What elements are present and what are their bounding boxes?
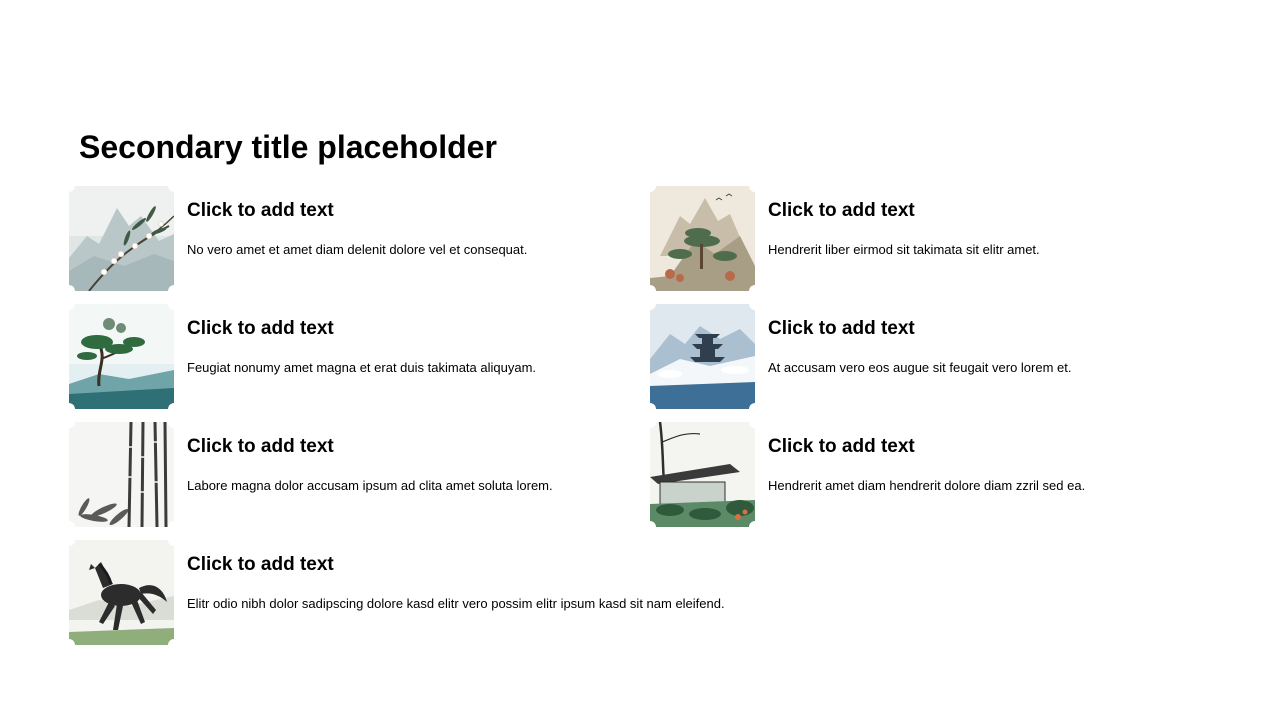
item-title[interactable]: Click to add text (768, 200, 915, 221)
list-item (69, 186, 629, 291)
hut-painting (650, 422, 755, 527)
list-item (69, 422, 629, 527)
item-title[interactable]: Click to add text (187, 554, 334, 575)
bamboo-forest-painting (69, 422, 174, 527)
page-title: Secondary title placeholder (79, 129, 497, 165)
item-title[interactable]: Click to add text (768, 436, 915, 457)
item-description[interactable]: Hendrerit liber eirmod sit takimata sit elitr amet. (768, 242, 1040, 257)
bamboo-branch-mountain-painting (69, 186, 174, 291)
item-title[interactable]: Click to add text (187, 436, 334, 457)
horse-painting (69, 540, 174, 645)
item-description[interactable]: Labore magna dolor accusam ipsum ad clita amet soluta lorem. (187, 478, 553, 493)
item-title[interactable]: Click to add text (768, 318, 915, 339)
list-item (69, 304, 629, 409)
item-title[interactable]: Click to add text (187, 318, 334, 339)
list-item (69, 540, 829, 645)
item-description[interactable]: Feugiat nonumy amet magna et erat duis takimata aliquyam. (187, 360, 537, 375)
tree-lake-painting (69, 304, 174, 409)
item-description[interactable]: At accusam vero eos augue sit feugait vero lorem et. (768, 360, 1072, 375)
pine-mountain-painting (650, 186, 755, 291)
item-description[interactable]: No vero amet et amet diam delenit dolore vel et consequat. (187, 242, 528, 257)
list-item (650, 422, 1210, 527)
item-title[interactable]: Click to add text (187, 200, 334, 221)
item-description[interactable]: Hendrerit amet diam hendrerit dolore diam zzril sed ea. (768, 478, 1086, 493)
list-item (650, 186, 1210, 291)
list-item (650, 304, 1210, 409)
item-description[interactable]: Elitr odio nibh dolor sadipscing dolore kasd elitr vero possim elitr ipsum kasd sit nam eleifend. (187, 596, 725, 611)
pagoda-snow-painting (650, 304, 755, 409)
